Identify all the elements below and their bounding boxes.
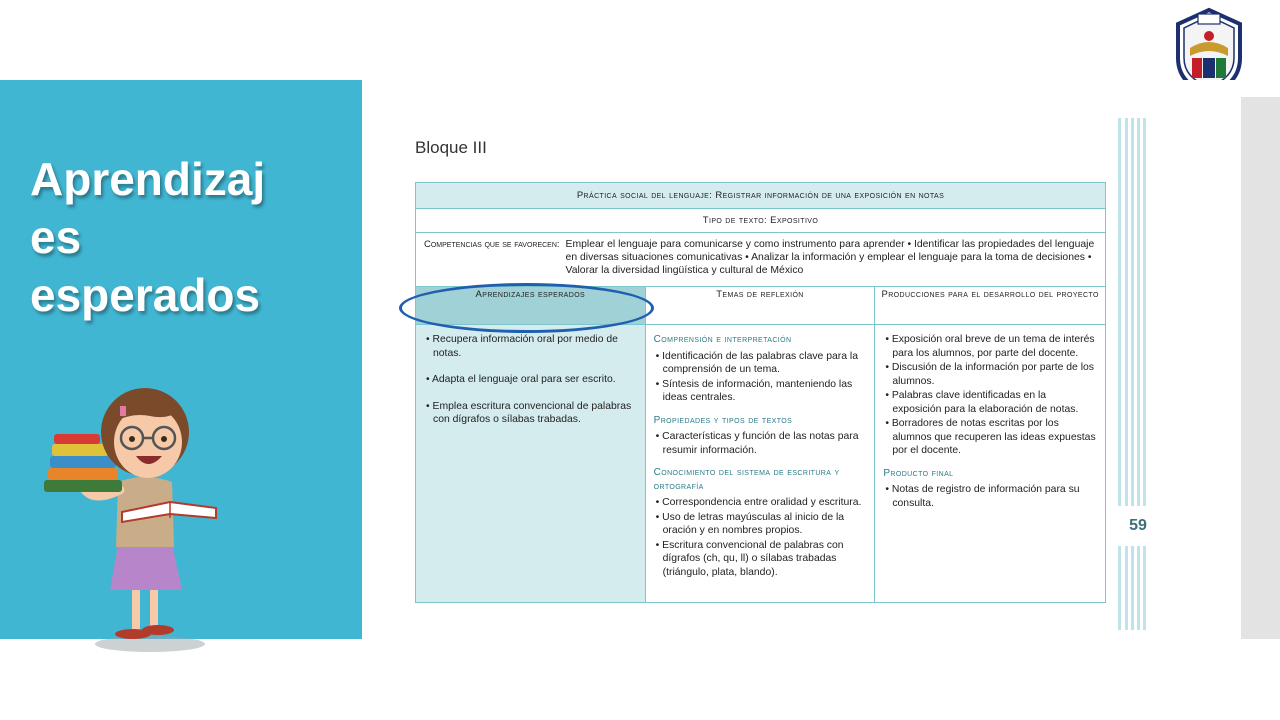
tipo-texto-row: Tipo de texto: Expositivo xyxy=(416,209,1106,233)
header-aprendizajes: Aprendizajes esperados xyxy=(416,287,646,325)
produccion-item: • Palabras clave identificadas en la exposición para la elaboración de notas. xyxy=(885,390,1079,415)
competencias-label: Competencias que se favorecen: xyxy=(424,239,560,250)
title-line-2: es xyxy=(30,211,82,263)
curriculum-table xyxy=(415,182,1106,603)
slide-title xyxy=(30,150,360,324)
aprendizaje-item: • Emplea escritura convencional de palabras con dígrafos o sílabas trabadas. xyxy=(426,400,632,425)
highlight-ellipse xyxy=(399,283,654,333)
produccion-item: • Notas de registro de información para su consulta. xyxy=(885,484,1080,509)
temas-section-title: Conocimiento del sistema de escritura y ortografía xyxy=(653,467,840,492)
competencias-text: Emplear el lenguaje para comunicarse y como instrumento para aprender • Identificar las propiedades del lenguaje en diversas situaciones comunicativas • Analizar la información y emplear el lenguaje para la toma de decisiones • Valorar la diversidad lingüística y cultural de México xyxy=(565,239,1095,276)
tema-item: • Uso de letras mayúsculas al inicio de la oración y en nombres propios. xyxy=(655,511,845,536)
aprendizaje-item: • Recupera información oral por medio de notas. xyxy=(426,334,618,359)
temas-section-title: Comprensión e interpretación xyxy=(653,334,792,345)
producto-final-title: Producto final xyxy=(883,467,954,479)
temas-cell xyxy=(645,325,875,603)
produccion-item: • Exposición oral breve de un tema de interés para los alumnos, por parte del docente. xyxy=(885,334,1095,359)
teacher-illustration xyxy=(40,372,230,662)
tema-item: • Características y función de las notas para resumir información. xyxy=(655,431,859,456)
practica-row: Práctica social del lenguaje: Registrar información de una exposición en notas xyxy=(416,183,1106,209)
producciones-cell xyxy=(875,325,1106,603)
header-producciones: Producciones para el desarrollo del proyecto xyxy=(875,287,1106,325)
header-temas: Temas de reflexión xyxy=(645,287,875,325)
title-line-1: Aprendizaj xyxy=(30,153,266,205)
tema-item: • Escritura convencional de palabras con dígrafos (ch, qu, ll) o sílabas trabadas (triángulo, plata, blando). xyxy=(655,539,844,578)
temas-section-title: Propiedades y tipos de textos xyxy=(653,414,793,426)
title-line-3: esperados xyxy=(30,269,261,321)
aprendizaje-item: • Adapta el lenguaje oral para ser escrito. xyxy=(426,374,616,385)
produccion-item: • Discusión de la información por parte de los alumnos. xyxy=(885,362,1094,387)
competencias-row xyxy=(416,233,1106,287)
bloque-heading: Bloque III xyxy=(415,138,487,157)
aprendizajes-cell xyxy=(416,325,646,603)
tema-item: • Identificación de las palabras clave para la comprensión de un tema. xyxy=(655,350,858,375)
tema-item: • Correspondencia entre oralidad y escritura. xyxy=(655,497,862,508)
page-edge-stripes xyxy=(1118,118,1150,630)
produccion-item: • Borradores de notas escritas por los alumnos que recuperen las ideas expuestas por el docente. xyxy=(885,418,1096,456)
tema-item: • Síntesis de información, manteniendo las ideas centrales. xyxy=(655,378,853,403)
page-number: 59 xyxy=(1118,506,1158,546)
right-gray-strip xyxy=(1241,97,1280,639)
